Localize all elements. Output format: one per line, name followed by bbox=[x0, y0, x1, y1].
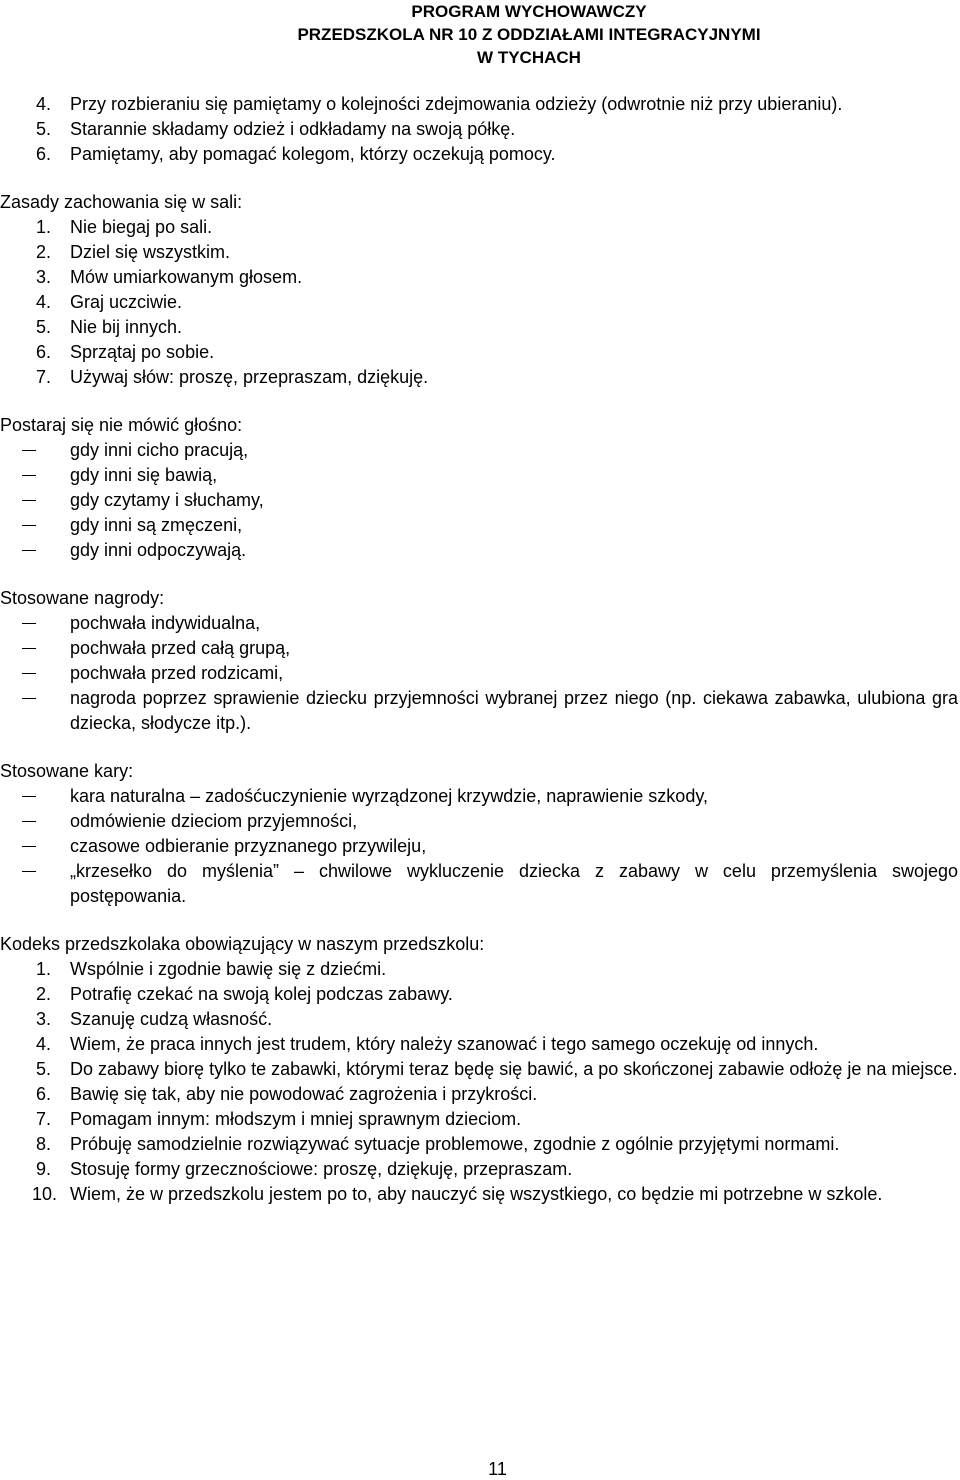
dash-bullet-icon bbox=[22, 871, 36, 872]
list-item-text: Mów umiarkowanym głosem. bbox=[70, 267, 303, 287]
list-item-text: Wiem, że praca innych jest trudem, który należy szanować i tego samego oczekuję od innych. bbox=[70, 1034, 819, 1054]
dash-bullet-icon bbox=[22, 698, 36, 699]
list-item-text: gdy czytamy i słuchamy, bbox=[70, 490, 264, 510]
list-item-number: 3. bbox=[36, 267, 52, 287]
list-item-number: 4. bbox=[36, 1034, 52, 1054]
list-item-number: 6. bbox=[36, 144, 52, 164]
dash-bullet-icon bbox=[22, 846, 36, 847]
list-item-text: Nie bij innych. bbox=[70, 317, 183, 337]
list-item-text: Potrafię czekać na swoją kolej podczas zabawy. bbox=[70, 984, 453, 1004]
list-item-number: 2. bbox=[36, 984, 52, 1004]
list-item-number: 6. bbox=[36, 342, 52, 362]
dash-bullet-icon bbox=[22, 475, 36, 476]
list-item-text: Wspólnie i zgodnie bawię się z dziećmi. bbox=[70, 959, 387, 979]
list-item-text: Przy rozbieraniu się pamiętamy o kolejności zdejmowania odzieży (odwrotnie niż przy ubieraniu). bbox=[70, 94, 843, 114]
list-item bbox=[0, 240, 958, 265]
list-item-number: 1. bbox=[36, 217, 52, 237]
list-item bbox=[0, 215, 958, 240]
list-item-number: 10. bbox=[32, 1184, 58, 1204]
list-item bbox=[0, 661, 958, 686]
list-item bbox=[0, 1107, 958, 1132]
punishments-list bbox=[0, 784, 958, 909]
list-item bbox=[0, 784, 958, 809]
list-item-number: 8. bbox=[36, 1134, 52, 1154]
list-item-number: 2. bbox=[36, 242, 52, 262]
list-item bbox=[0, 488, 958, 513]
list-item-text: pochwała indywidualna, bbox=[70, 613, 261, 633]
list-item-number: 4. bbox=[36, 94, 52, 114]
list-item bbox=[0, 957, 958, 982]
page-header bbox=[0, 0, 960, 69]
list-item-text: gdy inni odpoczywają. bbox=[70, 540, 247, 560]
dash-bullet-icon bbox=[22, 500, 36, 501]
header-school-name: PRZEDSZKOLA NR 10 Z ODDZIAŁAMI INTEGRACYJNYMI bbox=[297, 25, 761, 44]
list-item-text: gdy inni cicho pracują, bbox=[70, 440, 249, 460]
list-item bbox=[0, 611, 958, 636]
list-item-number: 3. bbox=[36, 1009, 52, 1029]
list-item bbox=[0, 117, 958, 142]
list-item bbox=[0, 290, 958, 315]
section-title-glosno: Postaraj się nie mówić głośno: bbox=[0, 415, 243, 435]
list-item bbox=[0, 340, 958, 365]
list-item-text: odmówienie dzieciom przyjemności, bbox=[70, 811, 358, 831]
list-item bbox=[0, 315, 958, 340]
list-item-text: Do zabawy biorę tylko te zabawki, którymi teraz będę się bawić, a po skończonej zabawie odłożę je na miejsce. bbox=[70, 1059, 958, 1079]
list-item-text: Stosuję formy grzecznościowe: proszę, dziękuję, przepraszam. bbox=[70, 1159, 573, 1179]
list-item bbox=[0, 92, 958, 117]
dash-bullet-icon bbox=[22, 550, 36, 551]
list-item-text: gdy inni są zmęczeni, bbox=[70, 515, 243, 535]
list-item-text: pochwała przed rodzicami, bbox=[70, 663, 284, 683]
section-title-nagrody: Stosowane nagrody: bbox=[0, 588, 165, 608]
list-item-number: 6. bbox=[36, 1084, 52, 1104]
code-list bbox=[0, 957, 958, 1207]
list-item bbox=[0, 1007, 958, 1032]
list-item-text: Starannie składamy odzież i odkładamy na swoją półkę. bbox=[70, 119, 516, 139]
dash-bullet-icon bbox=[22, 796, 36, 797]
quiet-list bbox=[0, 438, 958, 563]
list-item-text: Bawię się tak, aby nie powodować zagrożenia i przykrości. bbox=[70, 1084, 538, 1104]
list-item bbox=[0, 265, 958, 290]
list-item-text: Sprzątaj po sobie. bbox=[70, 342, 215, 362]
dash-bullet-icon bbox=[22, 525, 36, 526]
list-item-text: Wiem, że w przedszkolu jestem po to, aby nauczyć się wszystkiego, co będzie mi potrzebne w szkole. bbox=[70, 1184, 883, 1204]
list-item bbox=[0, 834, 958, 859]
dash-bullet-icon bbox=[22, 623, 36, 624]
list-item-text: gdy inni się bawią, bbox=[70, 465, 218, 485]
list-item bbox=[0, 859, 958, 909]
dash-bullet-icon bbox=[22, 673, 36, 674]
list-item bbox=[0, 1157, 958, 1182]
list-item-number: 5. bbox=[36, 119, 52, 139]
list-item-number: 5. bbox=[36, 317, 52, 337]
list-item-text: Dziel się wszystkim. bbox=[70, 242, 231, 262]
list-item-text: nagroda poprzez sprawienie dziecku przyjemności wybranej przez niego (np. ciekawa zabawka, ulubiona gra dziecka, słodycze itp.). bbox=[70, 688, 958, 733]
dressing-rules-list bbox=[0, 92, 958, 167]
section-title-kodeks: Kodeks przedszkolaka obowiązujący w naszym przedszkolu: bbox=[0, 934, 485, 954]
list-item-text: Pomagam innym: młodszym i mniej sprawnym dzieciom. bbox=[70, 1109, 522, 1129]
list-item-text: pochwała przed całą grupą, bbox=[70, 638, 291, 658]
list-item bbox=[0, 513, 958, 538]
section-title-kary: Stosowane kary: bbox=[0, 761, 134, 781]
list-item bbox=[0, 463, 958, 488]
list-item bbox=[0, 636, 958, 661]
list-item-number: 7. bbox=[36, 367, 52, 387]
sala-rules-list bbox=[0, 215, 958, 390]
list-item bbox=[0, 538, 958, 563]
dash-bullet-icon bbox=[22, 648, 36, 649]
list-item-number: 4. bbox=[36, 292, 52, 312]
list-item bbox=[0, 1032, 958, 1057]
header-city: W TYCHACH bbox=[477, 48, 581, 67]
list-item-text: czasowe odbieranie przyznanego przywileju, bbox=[70, 836, 427, 856]
list-item-text: Pamiętamy, aby pomagać kolegom, którzy oczekują pomocy. bbox=[70, 144, 556, 164]
list-item bbox=[0, 982, 958, 1007]
list-item bbox=[0, 438, 958, 463]
rewards-list bbox=[0, 611, 958, 736]
list-item-text: kara naturalna – zadośćuczynienie wyrządzonej krzywdzie, naprawienie szkody, bbox=[70, 786, 708, 806]
list-item-text: „krzesełko do myślenia” – chwilowe wykluczenie dziecka z zabawy w celu przemyślenia swojego postępowania. bbox=[70, 861, 958, 906]
list-item-text: Graj uczciwie. bbox=[70, 292, 183, 312]
list-item-text: Używaj słów: proszę, przepraszam, dziękuję. bbox=[70, 367, 429, 387]
list-item-number: 5. bbox=[36, 1059, 52, 1079]
page-number: 11 bbox=[488, 1459, 507, 1479]
list-item-text: Próbuję samodzielnie rozwiązywać sytuacje problemowe, zgodnie z ogólnie przyjętymi normami. bbox=[70, 1134, 840, 1154]
list-item-text: Szanuję cudzą własność. bbox=[70, 1009, 273, 1029]
list-item bbox=[0, 809, 958, 834]
list-item-number: 9. bbox=[36, 1159, 52, 1179]
dash-bullet-icon bbox=[22, 821, 36, 822]
list-item bbox=[0, 1082, 958, 1107]
document-body bbox=[0, 92, 958, 1207]
list-item-text: Nie biegaj po sali. bbox=[70, 217, 213, 237]
list-item bbox=[0, 365, 958, 390]
list-item bbox=[0, 1182, 958, 1207]
dash-bullet-icon bbox=[22, 450, 36, 451]
list-item bbox=[0, 1132, 958, 1157]
list-item bbox=[0, 1057, 958, 1082]
header-title: PROGRAM WYCHOWAWCZY bbox=[411, 2, 647, 21]
list-item-number: 7. bbox=[36, 1109, 52, 1129]
list-item bbox=[0, 142, 958, 167]
list-item-number: 1. bbox=[36, 959, 52, 979]
section-title-sala: Zasady zachowania się w sali: bbox=[0, 192, 243, 212]
list-item bbox=[0, 686, 958, 736]
